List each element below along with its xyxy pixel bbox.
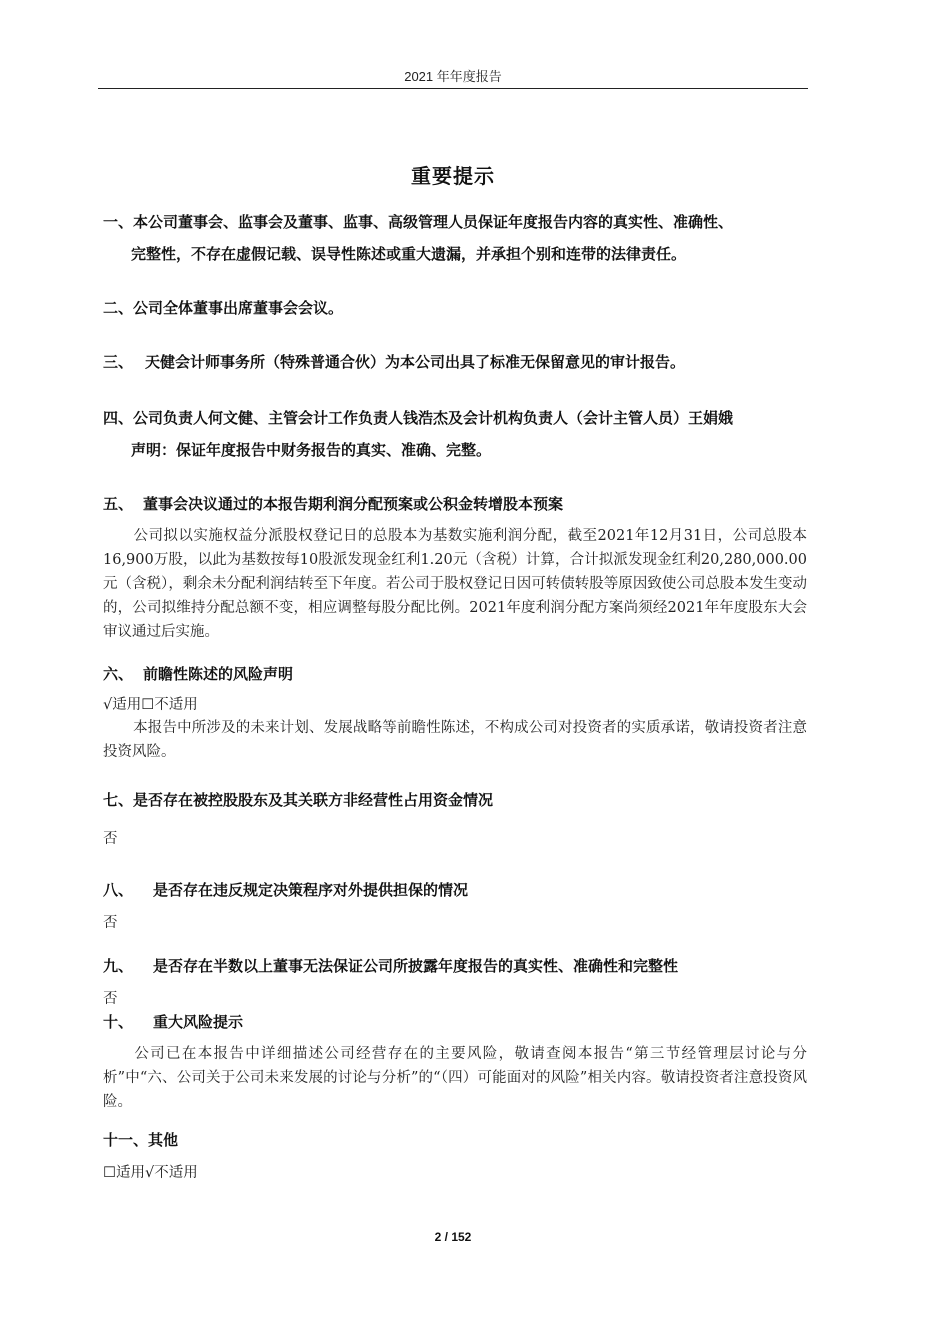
section-9-number: 九、 xyxy=(103,957,134,975)
section-6-heading xyxy=(103,658,293,690)
section-6-number: 六、 xyxy=(103,665,134,683)
section-7-text: 是否存在被控股股东及其关联方非经营性占用资金情况 xyxy=(133,791,494,809)
section-1-line-2: 完整性，不存在虚假记载、误导性陈述或重大遗漏，并承担个别和连带的法律责任。 xyxy=(131,245,687,263)
section-7-number: 七、 xyxy=(103,791,134,809)
section-5-heading xyxy=(103,488,563,520)
section-11-text: 其他 xyxy=(148,1131,179,1149)
section-9-answer: 否 xyxy=(103,991,118,1007)
section-4-number: 四、 xyxy=(103,409,134,427)
section-8-number: 八、 xyxy=(103,881,134,899)
section-9-text: 是否存在半数以上董事无法保证公司所披露年度报告的真实性、准确性和完整性 xyxy=(153,957,679,975)
section-11-applicability: ☐适用√不适用 xyxy=(103,1165,198,1181)
section-5-body xyxy=(103,524,807,644)
section-8-text: 是否存在违反规定决策程序对外提供担保的情况 xyxy=(153,881,469,899)
section-11-number: 十一、 xyxy=(103,1131,149,1149)
section-6-body-text: 本报告中所涉及的未来计划、发展战略等前瞻性陈述，不构成公司对投资者的实质承诺，敬请投资者注意投资风险。 xyxy=(103,720,807,760)
section-5-body-text: 公司拟以实施权益分派股权登记日的总股本为基数实施利润分配，截至2021年12月31日，公司总股本16,900万股，以此为基数按每10股派发现金红利1.20元（含税）计算，合计拟派发现金红利20,280,000.00元（含税），剩余未分配利润结转至下年度。若公司于股权登记日因可转债转股等原因致使公司总股本发生变动的，公司拟维持分配总额不变，相应调整每股分配比例。2021年度利润分配方案尚须经2021年年度股东大会审议通过后实施。 xyxy=(103,528,807,640)
section-10-heading xyxy=(103,1006,243,1038)
section-4-line-1: 公司负责人何文健、主管会计工作负责人钱浩杰及会计机构负责人（会计主管人员）王娟娥 xyxy=(133,409,734,427)
section-1-line-1: 本公司董事会、监事会及董事、监事、高级管理人员保证年度报告内容的真实性、准确性、 xyxy=(133,213,734,231)
page-title: 重要提示 xyxy=(411,164,495,188)
section-6-body xyxy=(103,716,807,764)
section-2-number: 二、 xyxy=(103,299,134,317)
section-8-answer: 否 xyxy=(103,915,118,931)
section-3-heading xyxy=(103,346,685,378)
section-1-heading xyxy=(103,206,733,238)
section-10-body-text: 公司已在本报告中详细描述公司经营存在的主要风险，敬请查阅本报告“第三节经管理层讨论与分析”中“六、公司关于公司未来发展的讨论与分析”的“（四）可能面对的风险”相关内容。敬请投资者注意投资风险。 xyxy=(103,1046,807,1110)
section-8-heading xyxy=(103,874,468,906)
section-5-text: 董事会决议通过的本报告期利润分配预案或公积金转增股本预案 xyxy=(143,495,564,513)
section-5-number: 五、 xyxy=(103,495,134,513)
section-10-body xyxy=(103,1042,807,1114)
section-1-number: 一、 xyxy=(103,213,134,231)
section-3-number: 三、 xyxy=(103,353,134,371)
section-7-heading xyxy=(103,784,493,816)
section-10-number: 十、 xyxy=(103,1013,134,1031)
page-number: 2 / 152 xyxy=(434,1230,472,1244)
section-11-heading xyxy=(103,1124,178,1156)
header-rule xyxy=(98,88,808,89)
section-4-line-2: 声明：保证年度报告中财务报告的真实、准确、完整。 xyxy=(131,441,492,459)
section-7-answer: 否 xyxy=(103,831,118,847)
section-6-text: 前瞻性陈述的风险声明 xyxy=(143,665,294,683)
section-10-text: 重大风险提示 xyxy=(153,1013,244,1031)
section-9-heading xyxy=(103,950,678,982)
section-2-heading xyxy=(103,292,343,324)
section-4-heading xyxy=(103,402,733,434)
section-2-text: 公司全体董事出席董事会会议。 xyxy=(133,299,344,317)
running-header: 2021 年年度报告 xyxy=(404,69,502,84)
section-6-applicability: √适用☐不适用 xyxy=(103,697,198,713)
section-3-text: 天健会计师事务所（特殊普通合伙）为本公司出具了标准无保留意见的审计报告。 xyxy=(145,353,686,371)
